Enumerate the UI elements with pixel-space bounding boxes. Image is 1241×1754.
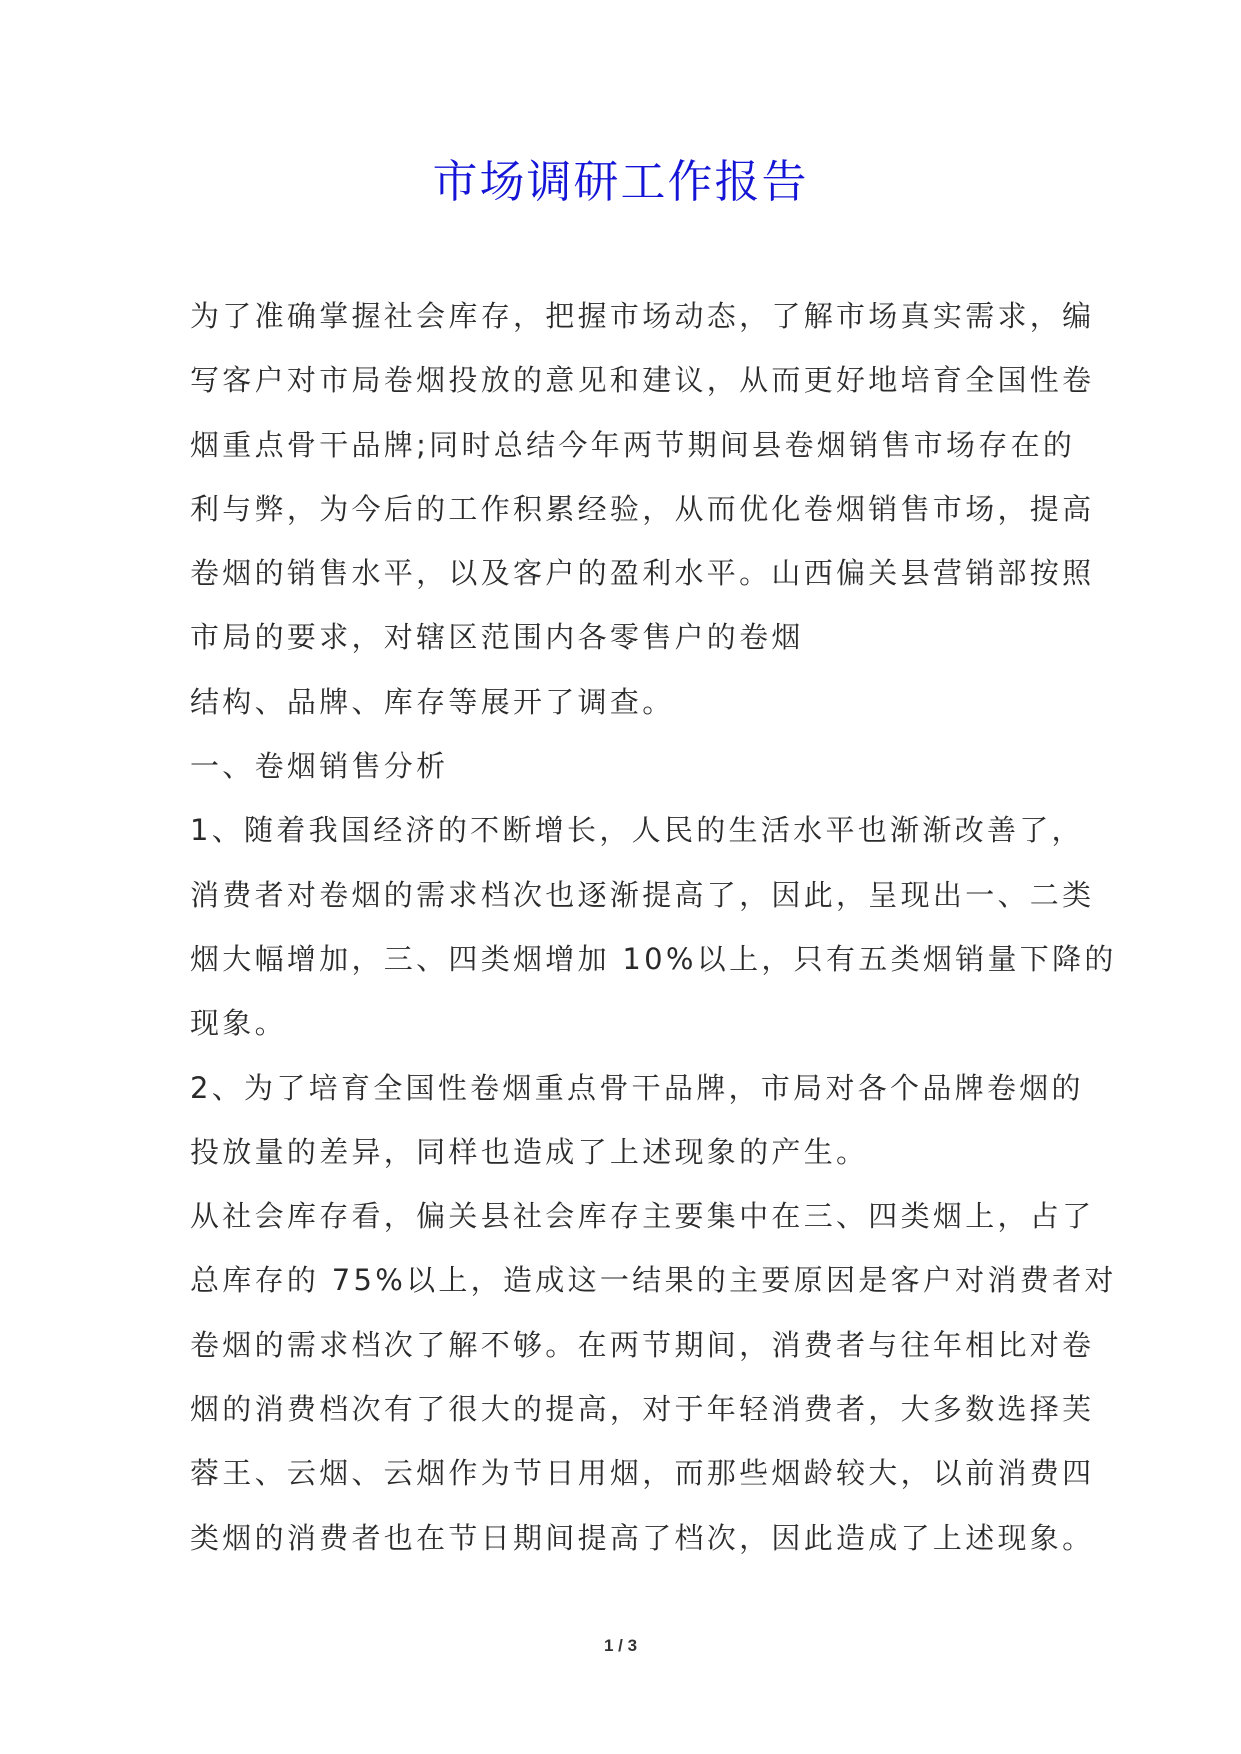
body-line: 为了准确掌握社会库存，把握市场动态，了解市场真实需求，编 [190, 299, 1095, 333]
body-line: 结构、品牌、库存等展开了调查。 [190, 684, 675, 719]
document-body [190, 284, 1117, 1570]
body-line: 从社会库存看，偏关县社会库存主要集中在三、四类烟上，占了 [190, 1199, 1095, 1234]
body-line: 市局的要求，对辖区范围内各零售户的卷烟 [190, 620, 804, 655]
body-line: 现象。 [190, 1006, 287, 1041]
body-line: 1、随着我国经济的不断增长，人民的生活水平也渐渐改善了， [190, 813, 1084, 848]
body-line: 类烟的消费者也在节日期间提高了档次，因此造成了上述现象。 [190, 1520, 1095, 1555]
document-title: 市场调研工作报告 [432, 155, 809, 208]
body-line: 卷烟的需求档次了解不够。在两节期间，消费者与往年相比对卷 [190, 1327, 1095, 1362]
page-number: 1 / 3 [603, 1636, 638, 1655]
body-line: 总库存的 75%以上，造成这一结果的主要原因是客户对消费者对 [190, 1263, 1117, 1298]
body-line: 写客户对市局卷烟投放的意见和建议，从而更好地培育全国性卷 [190, 363, 1095, 398]
body-line: 烟大幅增加，三、四类烟增加 10%以上，只有五类烟销量下降的 [190, 941, 1117, 976]
body-line: 消费者对卷烟的需求档次也逐渐提高了，因此，呈现出一、二类 [190, 877, 1095, 912]
body-line: 烟重点骨干品牌;同时总结今年两节期间县卷烟销售市场存在的 [190, 427, 1076, 462]
body-line: 利与弊，为今后的工作积累经验，从而优化卷烟销售市场，提高 [190, 491, 1095, 526]
body-line: 蓉王、云烟、云烟作为节日用烟，而那些烟龄较大，以前消费四 [190, 1456, 1095, 1491]
body-line: 卷烟的销售水平，以及客户的盈利水平。山西偏关县营销部按照 [190, 556, 1095, 591]
body-line: 烟的消费档次有了很大的提高，对于年轻消费者，大多数选择芙 [190, 1392, 1095, 1427]
body-line: 投放量的差异，同样也造成了上述现象的产生。 [190, 1134, 869, 1169]
body-line: 2、为了培育全国性卷烟重点骨干品牌，市局对各个品牌卷烟的 [190, 1070, 1084, 1105]
section-heading: 一、卷烟销售分析 [190, 749, 449, 784]
